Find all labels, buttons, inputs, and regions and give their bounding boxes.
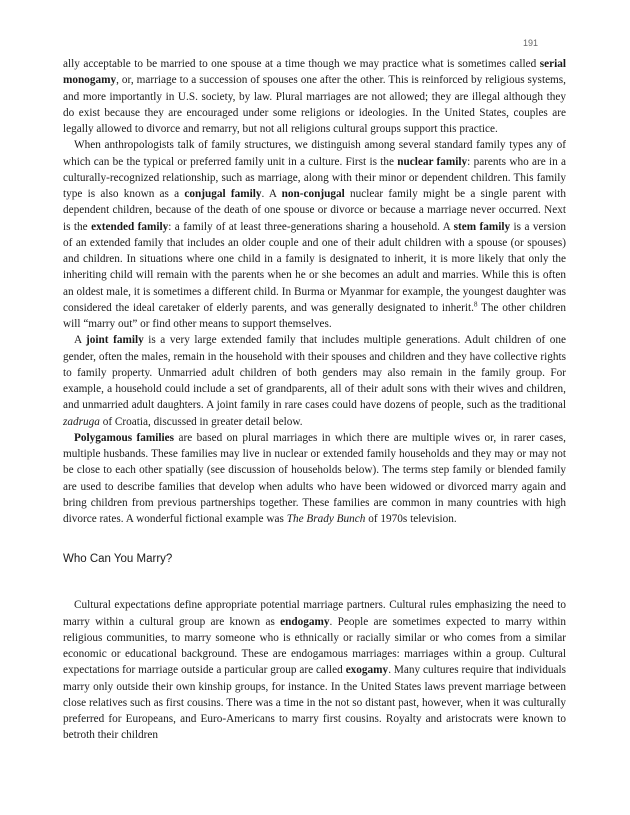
text-run: nuclear family might be a single parent with dependent children, because of the death of one spouse or divorce or because a marriage never occurred. Next is the: [63, 188, 566, 233]
text-run: ally acceptable to be married to one spouse at a time though we may practice what is sometimes called: [63, 58, 540, 70]
term-polygamous-families: Polygamous families: [74, 431, 175, 444]
paragraph-serial-monogamy: [63, 56, 566, 137]
text-run: is a very large extended family that includes multiple generations. Adult children of one gender, often the males, remain in the household with their spouses and children and they have collective rights to family property. Unmarried adult children of both genders may also remain in the family group. For example, a household could include a set of grandparents, all of their adult sons with their wives and children, and unmarried adult daughters. A joint family in rare cases could have dozens of people, such as the traditional: [63, 334, 566, 412]
text-run: is a version of an extended family that includes an older couple and one of their adult children with a spouse (or spouses) and children. In situations where one child in a family is designated to inherit, it is more likely that only the inheriting child will remain with the parents when he or she becomes an adult and marries. While this is often an oldest male, it is sometimes a different child. In Burma or Myanmar for example, the youngest daughter was considered the ideal caretaker of elderly parents, and was generally designated to inherit.: [63, 220, 567, 314]
text-run: are based on plural marriages in which there are multiple wives or, in rarer cases, multiple husbands. These families may live in nuclear or extended family households and they may or may not be close to each other spatially (see discussion of households below). The terms step family or blended family are used to describe families that develop when adults who have been widowed or divorced marry again and bring children from previous partnerships together. These families are common in many countries with high divorce rates. A wonderful fictional example was: [63, 431, 566, 525]
text-run: : a family of at least three-generations sharing a household. A: [168, 220, 454, 233]
term-non-conjugal: non-conjugal: [281, 188, 345, 200]
paragraph-who-can-you-marry: [63, 597, 566, 743]
term-zadruga: zadruga: [63, 415, 100, 428]
term-extended-family: extended family: [91, 220, 169, 233]
term-conjugal-family: conjugal family: [184, 188, 262, 200]
term-nuclear-family: nuclear family: [397, 155, 468, 168]
paragraph-joint-family: [63, 332, 566, 430]
paragraph-family-structures: [63, 137, 566, 332]
section-heading: Who Can You Marry?: [63, 553, 173, 566]
text-run: Cultural expectations define appropriate potential marriage partners. Cultural rules emphasizing the need to marry within a cultural group are known as: [63, 599, 566, 628]
body-text: [63, 56, 566, 744]
text-run: of 1970s television.: [365, 513, 457, 525]
text-run: . People are sometimes expected to marry within religious communities, to marry someone who is ethnically or racially similar or who comes from a similar economic or educational background. These are endogamous marriages: marriages within a group. Cultural expectations for marriage outside a particular group are called: [63, 615, 566, 677]
text-run: , or, marriage to a succession of spouses one after the other. This is reinforced by religious systems, and more importantly in U.S. society, by law. Plural marriages are not allowed; they are illegal although they do exist because they are encouraged under some religions or ideologies. In the United States, couples are legally allowed to divorce and remarry, but not all religions cultural groups support this practice.: [63, 74, 566, 135]
title-brady-bunch: The Brady Bunch: [286, 513, 366, 525]
term-stem-family: stem family: [453, 220, 511, 233]
page-number: 191: [522, 38, 538, 48]
term-serial-monogamy: serial monogamy: [63, 58, 566, 87]
text-run: . A: [261, 188, 282, 200]
text-run: A: [74, 334, 87, 347]
term-endogamy: endogamy: [280, 615, 330, 628]
text-run: The other children will “marry out” or find other means to support themselves.: [63, 301, 566, 330]
term-joint-family: joint family: [86, 334, 144, 347]
text-run: of Croatia, discussed in greater detail below.: [99, 415, 303, 428]
term-exogamy: exogamy: [345, 664, 389, 677]
footnote-marker[interactable]: 8: [474, 300, 478, 308]
text-run: : parents who are in a culturally-recognized relationship, such as marriage, along with their minor or dependent children. This family type is also known as a: [63, 155, 566, 200]
text-run: . Many cultures require that individuals marry only outside their own kinship groups, for instance. In the United States laws prevent marriage between close relatives such as first cousins. There was a time in the not so distant past, however, when it was culturally preferred for Europeans, and Euro-Americans to marry first cousins. Royalty and aristocrats were known to betroth their children: [63, 664, 566, 742]
text-run: When anthropologists talk of family structures, we distinguish among several standard family types any of which can be the typical or preferred family unit in a culture. First is the: [63, 139, 566, 168]
paragraph-polygamous-families: [63, 430, 566, 528]
